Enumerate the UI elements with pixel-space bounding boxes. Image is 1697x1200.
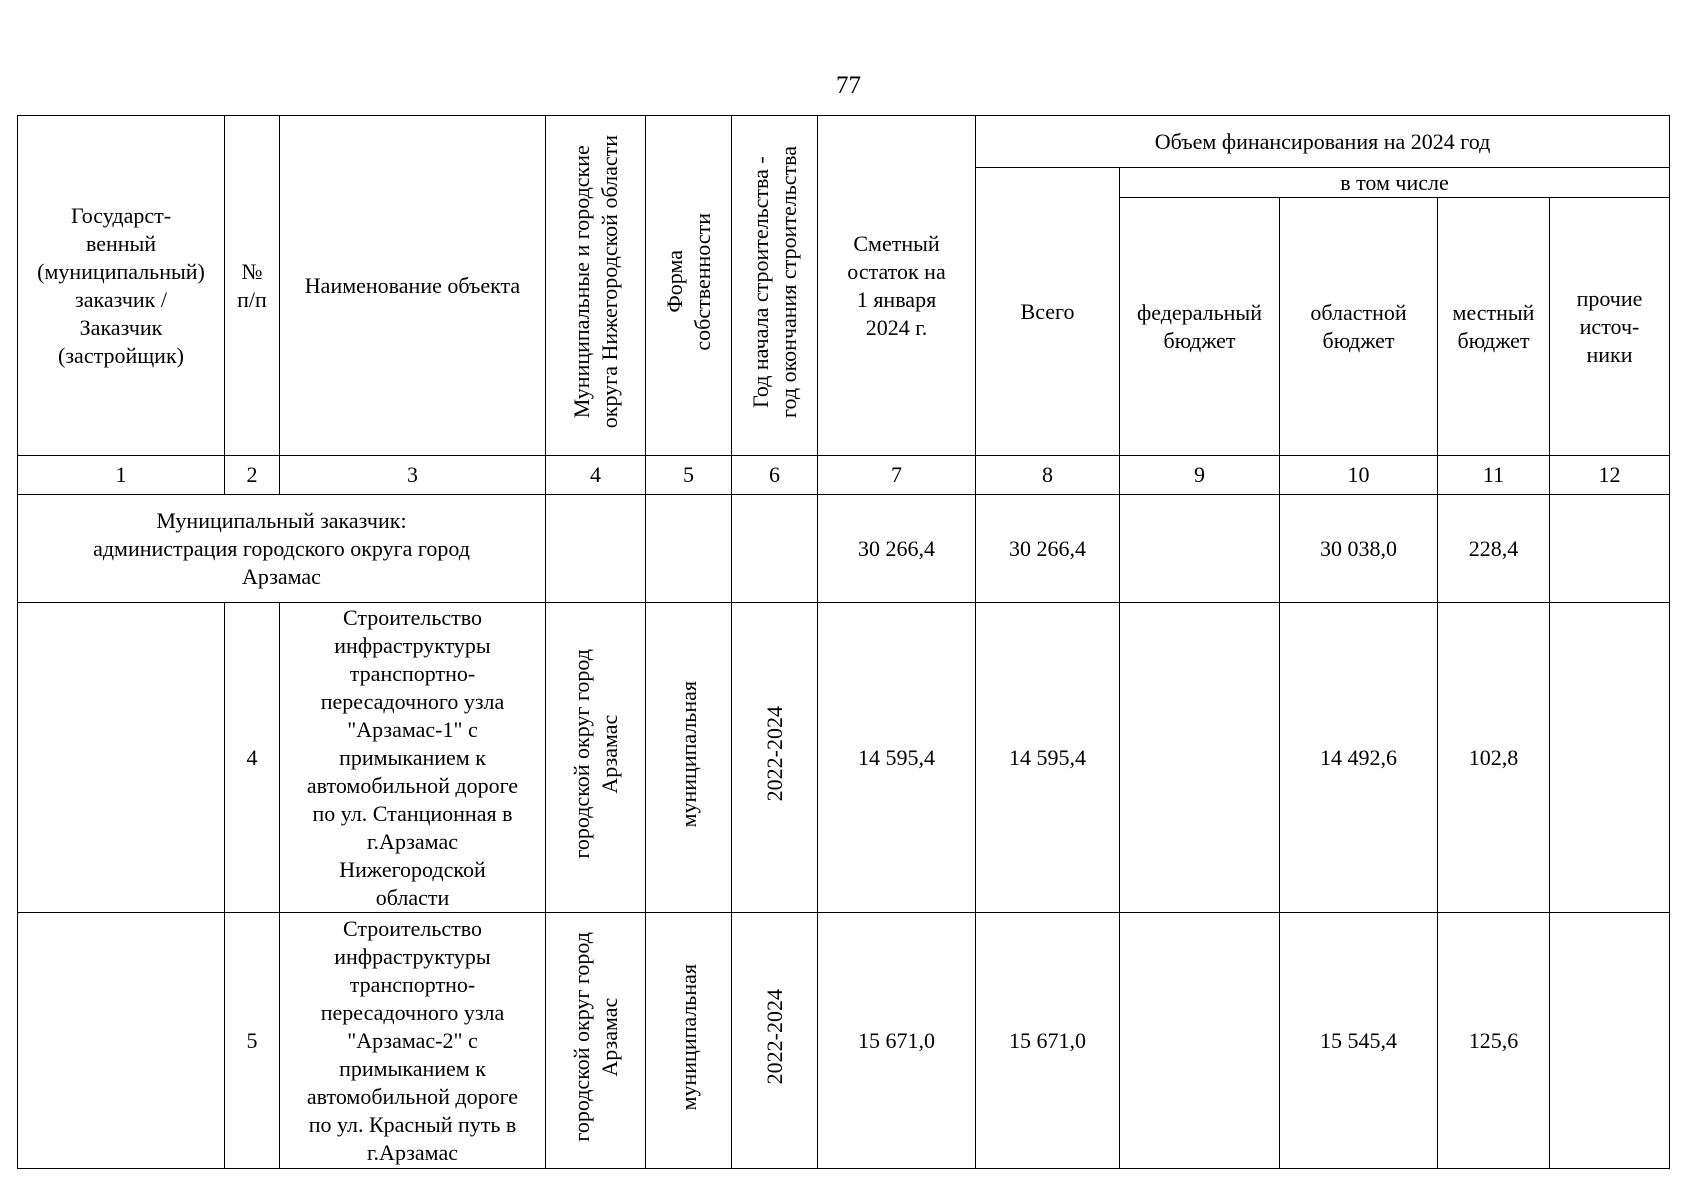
- district: городской округ город Арзамас: [546, 913, 646, 1169]
- page-number: 77: [836, 72, 861, 99]
- column-number: 7: [818, 456, 976, 495]
- federal: [1120, 603, 1280, 913]
- row-number: 4: [225, 603, 280, 913]
- summary-local: 228,4: [1438, 495, 1550, 603]
- header-years: Год начала строительства - год окончания строительства: [732, 116, 818, 456]
- header-ownership: Форма собственности: [646, 116, 732, 456]
- header-district: Муниципальные и городские округа Нижегородской области: [546, 116, 646, 456]
- column-number: 4: [546, 456, 646, 495]
- header-other: прочие источ- ники: [1550, 198, 1670, 456]
- column-number: 12: [1550, 456, 1670, 495]
- local: 125,6: [1438, 913, 1550, 1169]
- summary-total: 30 266,4: [976, 495, 1120, 603]
- summary-other: [1550, 495, 1670, 603]
- header-federal: федеральный бюджет: [1120, 198, 1280, 456]
- header-object-name: Наименование объекта: [280, 116, 546, 456]
- header-local: местный бюджет: [1438, 198, 1550, 456]
- district: городской округ город Арзамас: [546, 603, 646, 913]
- header-funding: Объем финансирования на 2024 год: [976, 116, 1670, 168]
- estimate: 15 671,0: [818, 913, 976, 1169]
- column-number: 2: [225, 456, 280, 495]
- summary-federal: [1120, 495, 1280, 603]
- total: 15 671,0: [976, 913, 1120, 1169]
- header-including: в том числе: [1120, 168, 1670, 198]
- federal: [1120, 913, 1280, 1169]
- column-number: 6: [732, 456, 818, 495]
- years: 2022-2024: [732, 913, 818, 1169]
- summary-row: [18, 495, 1670, 603]
- years: 2022-2024: [732, 603, 818, 913]
- other: [1550, 603, 1670, 913]
- ownership: муниципальная: [646, 913, 732, 1169]
- regional: 15 545,4: [1280, 913, 1438, 1169]
- row-number: 5: [225, 913, 280, 1169]
- summary-customer: Муниципальный заказчик: администрация городского округа город Арзамас: [18, 495, 546, 603]
- column-number: 5: [646, 456, 732, 495]
- table-row: [18, 603, 1670, 913]
- column-number: 1: [18, 456, 225, 495]
- column-number: 10: [1280, 456, 1438, 495]
- header-number: № п/п: [225, 116, 280, 456]
- other: [1550, 913, 1670, 1169]
- table-row: [18, 913, 1670, 1169]
- header-regional: областной бюджет: [1280, 198, 1438, 456]
- local: 102,8: [1438, 603, 1550, 913]
- object-name: Строительство инфраструктуры транспортно- пересадочного узла "Арзамас-2" с примыканием к автомобильной дороге по ул. Красный путь в г.Арзамас: [280, 913, 546, 1169]
- summary-regional: 30 038,0: [1280, 495, 1438, 603]
- funding-table: [17, 115, 1670, 1169]
- column-number: 8: [976, 456, 1120, 495]
- header-customer: Государст- венный (муниципальный) заказчик / Заказчик (застройщик): [18, 116, 225, 456]
- column-number: 3: [280, 456, 546, 495]
- object-name: Строительство инфраструктуры транспортно- пересадочного узла "Арзамас-1" с примыканием к автомобильной дороге по ул. Станционная в г.Арзамас Нижегородской области: [280, 603, 546, 913]
- total: 14 595,4: [976, 603, 1120, 913]
- column-number: 11: [1438, 456, 1550, 495]
- column-number: 9: [1120, 456, 1280, 495]
- summary-estimate: 30 266,4: [818, 495, 976, 603]
- regional: 14 492,6: [1280, 603, 1438, 913]
- header-total: Всего: [976, 168, 1120, 456]
- column-numbers-row: [18, 456, 1670, 495]
- ownership: муниципальная: [646, 603, 732, 913]
- header-estimate: Сметный остаток на 1 января 2024 г.: [818, 116, 976, 456]
- estimate: 14 595,4: [818, 603, 976, 913]
